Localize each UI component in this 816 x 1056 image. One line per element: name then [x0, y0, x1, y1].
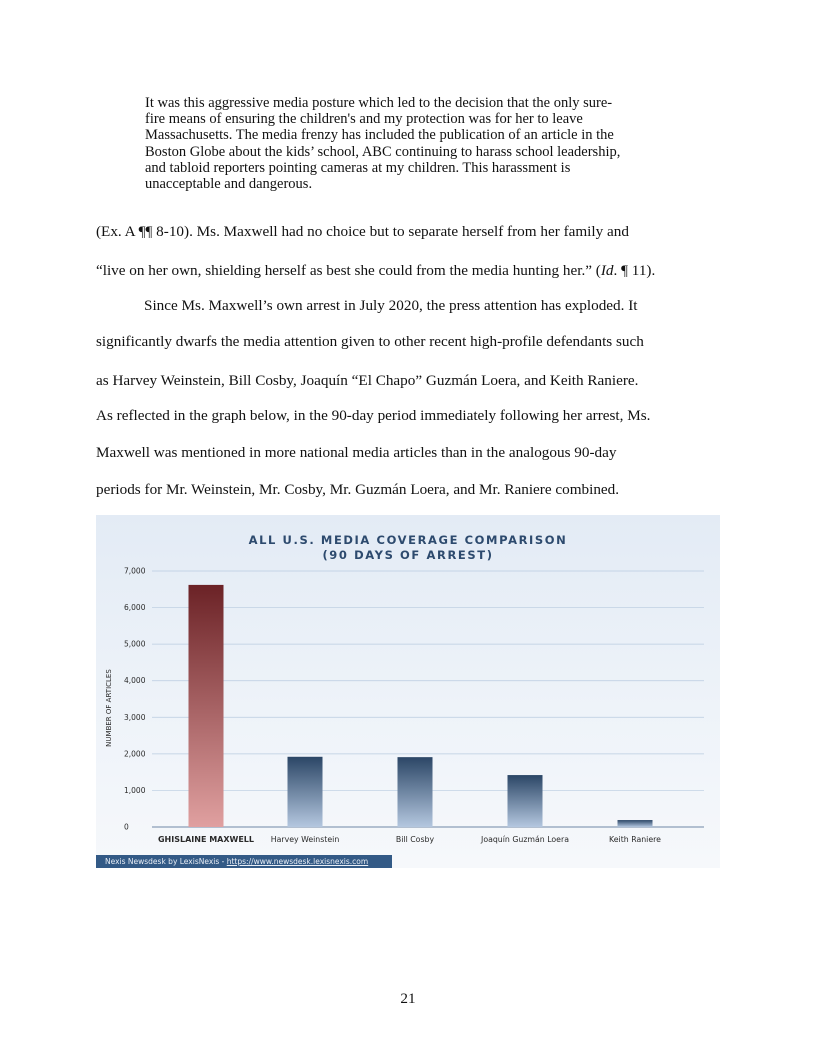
body-text-line: Maxwell was mentioned in more national media articles than in the analogous 90-day [96, 444, 617, 461]
x-tick-label: GHISLAINE MAXWELL [157, 835, 255, 844]
x-tick-label: Keith Raniere [609, 835, 661, 844]
quote-line: Boston Globe about the kids’ school, ABC continuing to harass school leadership, [145, 143, 621, 160]
body-text-line [96, 262, 655, 280]
y-tick-label: 6,000 [124, 603, 146, 613]
body-text-line: Since Ms. Maxwell’s own arrest in July 2020, the press attention has exploded. It [144, 297, 638, 314]
y-tick-label: 1,000 [124, 785, 146, 795]
quote-line: Massachusetts. The media frenzy has included the publication of an article in the [145, 127, 614, 144]
bar-keith-raniere [618, 820, 653, 827]
bar-bill-cosby [398, 757, 433, 827]
block-quote [145, 95, 685, 192]
y-tick-label: 3,000 [124, 712, 146, 722]
y-tick-label: 0 [124, 822, 129, 832]
quote-line: unacceptable and dangerous. [145, 176, 313, 193]
bar-ghislaine-maxwell [189, 585, 224, 827]
chart-canvas [96, 515, 720, 868]
body-text-line: significantly dwarfs the media attention given to other recent high-profile defendants such [96, 333, 644, 350]
body-text-line: as Harvey Weinstein, Bill Cosby, Joaquín “El Chapo” Guzmán Loera, and Keith Raniere. [96, 372, 639, 389]
body-text: . ¶ 11). [613, 262, 656, 279]
citation-id: Id [600, 262, 614, 279]
page-number: 21 [400, 990, 416, 1007]
y-axis-label: NUMBER OF ARTICLES [105, 669, 113, 747]
y-tick-label: 5,000 [124, 639, 146, 649]
media-coverage-chart [96, 515, 720, 868]
source-credit [96, 855, 392, 868]
body-text-line: As reflected in the graph below, in the 90-day period immediately following her arrest, Ms. [96, 407, 651, 424]
x-tick-label: Joaquín Guzmán Loera [481, 835, 569, 844]
x-tick-label: Bill Cosby [395, 835, 435, 844]
body-text: “live on her own, shielding herself as best she could from the media hunting her.” ( [96, 262, 601, 279]
y-tick-label: 7,000 [124, 566, 146, 576]
chart-title: ALL U.S. MEDIA COVERAGE COMPARISON [248, 533, 568, 547]
y-tick-label: 2,000 [124, 749, 146, 759]
bar-harvey-weinstein [288, 757, 323, 827]
quote-line: It was this aggressive media posture which led to the decision that the only sure- [145, 95, 613, 111]
body-text-line: periods for Mr. Weinstein, Mr. Cosby, Mr. Guzmán Loera, and Mr. Raniere combined. [96, 481, 620, 498]
source-link[interactable]: https://www.newsdesk.lexisnexis.com [226, 857, 369, 866]
chart-subtitle: (90 DAYS OF ARREST) [322, 548, 494, 562]
quote-line: fire means of ensuring the children's and my protection was for her to leave [145, 111, 583, 128]
source-prefix: Nexis Newsdesk by LexisNexis - [105, 857, 227, 866]
x-tick-label: Harvey Weinstein [270, 835, 340, 844]
body-text-line: (Ex. A ¶¶ 8-10). Ms. Maxwell had no choice but to separate herself from her family and [96, 223, 629, 240]
bar-joaqu-n-guzm-n-loera [508, 775, 543, 827]
y-tick-label: 4,000 [124, 676, 146, 686]
quote-line: and tabloid reporters pointing cameras at my children. This harassment is [145, 159, 571, 176]
